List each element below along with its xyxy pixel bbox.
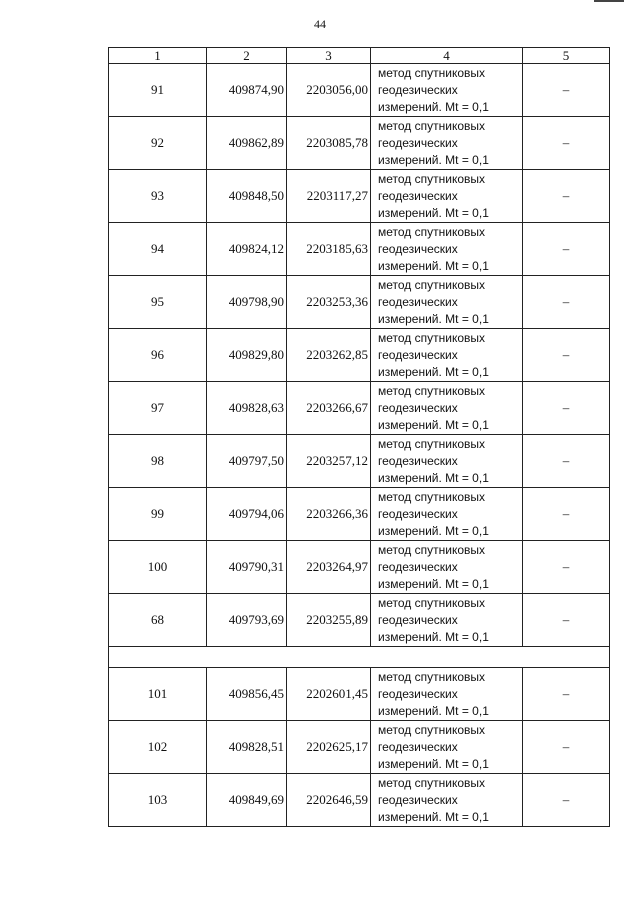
x-coordinate-cell: 409793,69 <box>207 594 287 647</box>
y-coordinate-cell: 2203117,27 <box>287 170 371 223</box>
x-coordinate-cell: 409828,51 <box>207 721 287 774</box>
y-coordinate-cell: 2203253,36 <box>287 276 371 329</box>
point-number-cell: 99 <box>109 488 207 541</box>
method-line: измерений. Mt = 0,1 <box>378 756 489 771</box>
method-cell <box>371 117 523 170</box>
method-line: геодезических <box>378 559 458 574</box>
method-line: измерений. Mt = 0,1 <box>378 629 489 644</box>
y-coordinate-cell: 2203255,89 <box>287 594 371 647</box>
note-cell: – <box>523 329 610 382</box>
method-line: геодезических <box>378 400 458 415</box>
y-coordinate-cell: 2203264,97 <box>287 541 371 594</box>
method-line: метод спутниковых <box>378 65 486 80</box>
method-line: метод спутниковых <box>378 171 486 186</box>
note-cell: – <box>523 117 610 170</box>
note-cell: – <box>523 223 610 276</box>
method-line: измерений. Mt = 0,1 <box>378 311 489 326</box>
method-line: метод спутниковых <box>378 383 486 398</box>
table-row <box>109 64 610 117</box>
method-cell <box>371 721 523 774</box>
point-number-cell: 95 <box>109 276 207 329</box>
table-row <box>109 541 610 594</box>
point-number-cell: 103 <box>109 774 207 827</box>
method-line: метод спутниковых <box>378 722 486 737</box>
method-line: измерений. Mt = 0,1 <box>378 364 489 379</box>
x-coordinate-cell: 409848,50 <box>207 170 287 223</box>
y-coordinate-cell: 2203266,36 <box>287 488 371 541</box>
point-number-cell: 100 <box>109 541 207 594</box>
x-coordinate-cell: 409790,31 <box>207 541 287 594</box>
table-row <box>109 488 610 541</box>
table-row <box>109 668 610 721</box>
method-line: измерений. Mt = 0,1 <box>378 152 489 167</box>
y-coordinate-cell: 2203266,67 <box>287 382 371 435</box>
method-line: измерений. Mt = 0,1 <box>378 809 489 824</box>
y-coordinate-cell: 2203262,85 <box>287 329 371 382</box>
note-cell: – <box>523 488 610 541</box>
note-cell: – <box>523 170 610 223</box>
x-coordinate-cell: 409856,45 <box>207 668 287 721</box>
header-row <box>109 48 610 64</box>
note-cell: – <box>523 721 610 774</box>
method-line: геодезических <box>378 188 458 203</box>
header-cell-2: 2 <box>207 48 287 64</box>
point-number-cell: 97 <box>109 382 207 435</box>
method-line: геодезических <box>378 792 458 807</box>
method-line: измерений. Mt = 0,1 <box>378 417 489 432</box>
coordinates-table <box>108 47 610 827</box>
method-line: геодезических <box>378 82 458 97</box>
y-coordinate-cell: 2203257,12 <box>287 435 371 488</box>
method-line: метод спутниковых <box>378 330 486 345</box>
method-line: геодезических <box>378 506 458 521</box>
note-cell: – <box>523 64 610 117</box>
top-rule <box>594 0 624 2</box>
x-coordinate-cell: 409862,89 <box>207 117 287 170</box>
table-row <box>109 721 610 774</box>
table-row <box>109 594 610 647</box>
method-line: измерений. Mt = 0,1 <box>378 470 489 485</box>
method-line: метод спутниковых <box>378 277 486 292</box>
note-cell: – <box>523 435 610 488</box>
x-coordinate-cell: 409829,80 <box>207 329 287 382</box>
method-cell <box>371 64 523 117</box>
method-line: метод спутниковых <box>378 489 486 504</box>
method-line: метод спутниковых <box>378 775 486 790</box>
method-line: геодезических <box>378 739 458 754</box>
method-line: геодезических <box>378 453 458 468</box>
method-line: измерений. Mt = 0,1 <box>378 258 489 273</box>
method-line: геодезических <box>378 686 458 701</box>
point-number-cell: 93 <box>109 170 207 223</box>
method-line: метод спутниковых <box>378 224 486 239</box>
page-number: 44 <box>314 17 326 31</box>
method-cell <box>371 435 523 488</box>
method-cell <box>371 488 523 541</box>
y-coordinate-cell: 2202625,17 <box>287 721 371 774</box>
y-coordinate-cell: 2203085,78 <box>287 117 371 170</box>
table-row <box>109 276 610 329</box>
x-coordinate-cell: 409874,90 <box>207 64 287 117</box>
method-line: геодезических <box>378 612 458 627</box>
method-line: измерений. Mt = 0,1 <box>378 703 489 718</box>
header-cell-5: 5 <box>523 48 610 64</box>
note-cell: – <box>523 276 610 329</box>
method-cell <box>371 223 523 276</box>
method-line: измерений. Mt = 0,1 <box>378 576 489 591</box>
method-line: геодезических <box>378 135 458 150</box>
point-number-cell: 102 <box>109 721 207 774</box>
table-row <box>109 223 610 276</box>
y-coordinate-cell: 2203056,00 <box>287 64 371 117</box>
method-cell <box>371 329 523 382</box>
table-row <box>109 117 610 170</box>
method-line: геодезических <box>378 241 458 256</box>
note-cell: – <box>523 594 610 647</box>
table-row <box>109 170 610 223</box>
method-line: измерений. Mt = 0,1 <box>378 205 489 220</box>
point-number-cell: 68 <box>109 594 207 647</box>
y-coordinate-cell: 2203185,63 <box>287 223 371 276</box>
method-line: геодезических <box>378 347 458 362</box>
method-line: метод спутниковых <box>378 542 486 557</box>
x-coordinate-cell: 409798,90 <box>207 276 287 329</box>
method-cell <box>371 774 523 827</box>
table-row <box>109 382 610 435</box>
method-cell <box>371 276 523 329</box>
x-coordinate-cell: 409824,12 <box>207 223 287 276</box>
separator-row <box>109 647 610 668</box>
method-line: метод спутниковых <box>378 436 486 451</box>
header-cell-3: 3 <box>287 48 371 64</box>
header-cell-4: 4 <box>371 48 523 64</box>
x-coordinate-cell: 409828,63 <box>207 382 287 435</box>
x-coordinate-cell: 409794,06 <box>207 488 287 541</box>
note-cell: – <box>523 668 610 721</box>
method-cell <box>371 594 523 647</box>
point-number-cell: 91 <box>109 64 207 117</box>
method-line: метод спутниковых <box>378 118 486 133</box>
note-cell: – <box>523 541 610 594</box>
x-coordinate-cell: 409849,69 <box>207 774 287 827</box>
note-cell: – <box>523 382 610 435</box>
method-cell <box>371 382 523 435</box>
separator-cell <box>109 647 610 668</box>
method-cell <box>371 668 523 721</box>
method-cell <box>371 541 523 594</box>
point-number-cell: 92 <box>109 117 207 170</box>
point-number-cell: 94 <box>109 223 207 276</box>
header-cell-1: 1 <box>109 48 207 64</box>
method-line: измерений. Mt = 0,1 <box>378 523 489 538</box>
point-number-cell: 96 <box>109 329 207 382</box>
point-number-cell: 98 <box>109 435 207 488</box>
method-cell <box>371 170 523 223</box>
y-coordinate-cell: 2202646,59 <box>287 774 371 827</box>
method-line: метод спутниковых <box>378 595 486 610</box>
note-cell: – <box>523 774 610 827</box>
table-row <box>109 774 610 827</box>
x-coordinate-cell: 409797,50 <box>207 435 287 488</box>
method-line: геодезических <box>378 294 458 309</box>
point-number-cell: 101 <box>109 668 207 721</box>
table-row <box>109 435 610 488</box>
y-coordinate-cell: 2202601,45 <box>287 668 371 721</box>
method-line: измерений. Mt = 0,1 <box>378 99 489 114</box>
method-line: метод спутниковых <box>378 669 486 684</box>
table-row <box>109 329 610 382</box>
